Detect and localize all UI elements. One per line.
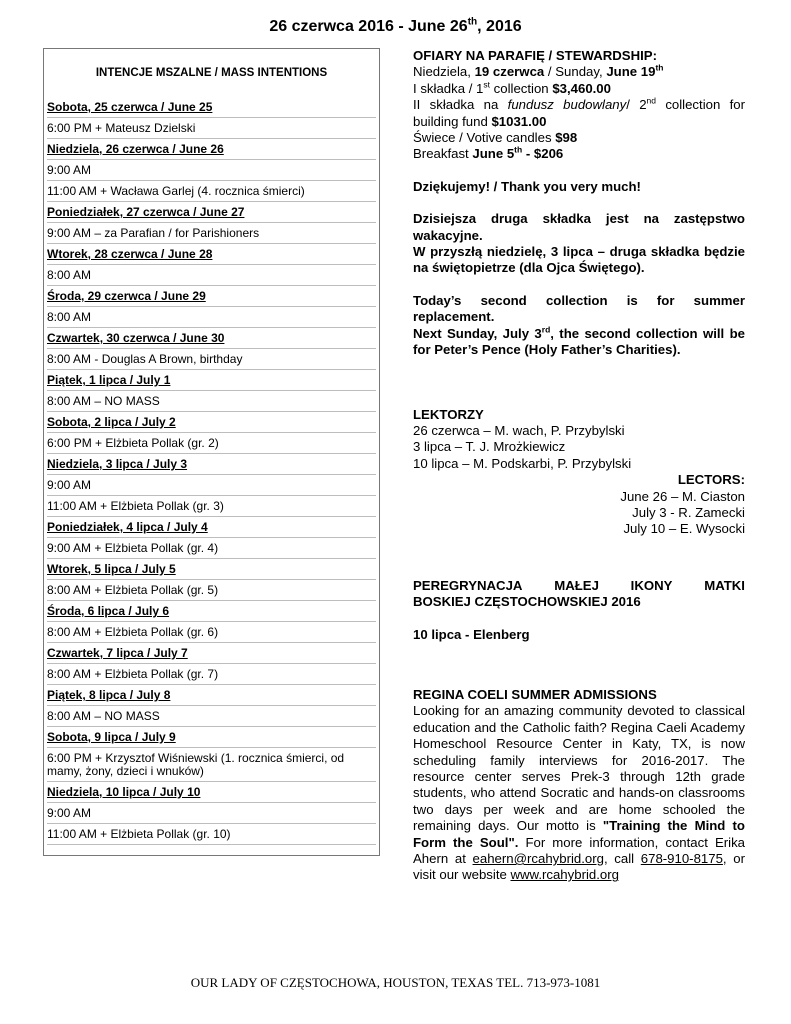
lektorzy-line: 26 czerwca – M. wach, P. Przybylski: [413, 422, 625, 438]
lectors-line: June 26 – M. Ciaston: [620, 488, 745, 504]
email-link[interactable]: eahern@rcahybrid.org: [472, 851, 604, 867]
mass-intentions-list: [47, 97, 376, 845]
mass-intention-entry: 11:00 AM + Wacława Garlej (4. rocznica śmierci): [47, 181, 376, 202]
mass-intention-entry: 8:00 AM: [47, 307, 376, 328]
mass-intention-entry: 9:00 AM: [47, 803, 376, 824]
mass-day-heading: Piątek, 8 lipca / July 8: [47, 685, 376, 706]
mass-intention-entry: 11:00 AM + Elżbieta Pollak (gr. 10): [47, 824, 376, 845]
lektorzy-heading: LEKTORZY: [413, 406, 484, 422]
mass-day-heading: Czwartek, 30 czerwca / June 30: [47, 328, 376, 349]
mass-day-heading: Piątek, 1 lipca / July 1: [47, 370, 376, 391]
ikona-date: 10 lipca - Elenberg: [413, 626, 530, 642]
candles-line: Świece / Votive candles $98: [413, 130, 578, 146]
mass-intention-entry: 8:00 AM + Elżbieta Pollak (gr. 6): [47, 622, 376, 643]
stewardship-heading: OFIARY NA PARAFIĘ / STEWARDSHIP:: [413, 48, 657, 63]
mass-day-heading: Środa, 29 czerwca / June 29: [47, 286, 376, 307]
collection-pl-next: W przyszłą niedzielę, 3 lipca – druga składka będzie na świętopietrze (dla Ojca Świętego).: [413, 244, 745, 276]
mass-intention-entry: 8:00 AM - Douglas A Brown, birthday: [47, 349, 376, 370]
first-collection-line: I składka / 1st collection $3,460.00: [413, 79, 611, 96]
mass-day-heading: Sobota, 25 czerwca / June 25: [47, 97, 376, 118]
website-link[interactable]: www.rcahybrid.org: [510, 867, 619, 883]
phone-link[interactable]: 678-910-8175: [640, 851, 723, 867]
mass-intention-entry: 11:00 AM + Elżbieta Pollak (gr. 3): [47, 496, 376, 517]
stewardship-date-line: Niedziela, 19 czerwca / Sunday, June 19th: [413, 63, 664, 80]
mass-intention-entry: 6:00 PM + Mateusz Dzielski: [47, 118, 376, 139]
mass-intention-entry: 8:00 AM + Elżbieta Pollak (gr. 7): [47, 664, 376, 685]
mass-intention-entry: 9:00 AM: [47, 160, 376, 181]
lectors-line: July 3 - R. Zamecki: [632, 504, 745, 520]
ikona-title-line2: BOSKIEJ CZĘSTOCHOWSKIEJ 2016: [413, 594, 641, 610]
building-fund-line: II składka na fundusz budowlany/ 2nd collection for building fund $1031.00: [413, 95, 745, 129]
mass-day-heading: Środa, 6 lipca / July 6: [47, 601, 376, 622]
mass-intention-entry: 6:00 PM + Krzysztof Wiśniewski (1. rocznica śmierci, od mamy, żony, dzieci i wnuków): [47, 748, 376, 782]
mass-intention-entry: 8:00 AM: [47, 265, 376, 286]
mass-day-heading: Sobota, 2 lipca / July 2: [47, 412, 376, 433]
mass-intention-entry: 9:00 AM: [47, 475, 376, 496]
mass-intention-entry: 8:00 AM + Elżbieta Pollak (gr. 5): [47, 580, 376, 601]
mass-day-heading: Niedziela, 3 lipca / July 3: [47, 454, 376, 475]
collection-pl-today: Dzisiejsza druga składka jest na zastępstwo wakacyjne.: [413, 211, 745, 243]
mass-day-heading: Poniedziałek, 27 czerwca / June 27: [47, 202, 376, 223]
page-footer: OUR LADY OF CZĘSTOCHOWA, HOUSTON, TEXAS TEL. 713-973-1081: [190, 975, 601, 990]
mass-day-heading: Wtorek, 5 lipca / July 5: [47, 559, 376, 580]
mass-day-heading: Sobota, 9 lipca / July 9: [47, 727, 376, 748]
lectors-line: July 10 – E. Wysocki: [623, 521, 745, 537]
mass-intention-entry: 8:00 AM – NO MASS: [47, 706, 376, 727]
ikona-title: PEREGRYNACJA MAŁEJ IKONY MATKI: [413, 577, 745, 593]
mass-intentions-heading: INTENCJE MSZALNE / MASS INTENTIONS: [95, 67, 328, 79]
mass-intention-entry: 8:00 AM – NO MASS: [47, 391, 376, 412]
page-title: 26 czerwca 2016 - June 26th, 2016: [269, 16, 522, 35]
mass-day-heading: Poniedziałek, 4 lipca / July 4: [47, 517, 376, 538]
right-column: [413, 48, 745, 884]
lektorzy-line: 10 lipca – M. Podskarbi, P. Przybylski: [413, 455, 632, 471]
regina-heading: REGINA COELI SUMMER ADMISSIONS: [413, 686, 657, 702]
mass-intentions-box: [43, 48, 380, 856]
thanks-text: Dziękujemy! / Thank you very much!: [413, 178, 641, 194]
mass-intention-entry: 9:00 AM + Elżbieta Pollak (gr. 4): [47, 538, 376, 559]
lectors-heading: LECTORS:: [677, 472, 745, 488]
mass-intention-entry: 9:00 AM – za Parafian / for Parishioners: [47, 223, 376, 244]
breakfast-line: Breakfast June 5th - $206: [413, 145, 564, 162]
collection-en-today: Today’s second collection is for summer replacement.: [413, 292, 745, 325]
mass-day-heading: Niedziela, 26 czerwca / June 26: [47, 139, 376, 160]
mass-day-heading: Wtorek, 28 czerwca / June 28: [47, 244, 376, 265]
mass-day-heading: Niedziela, 10 lipca / July 10: [47, 782, 376, 803]
mass-intention-entry: 6:00 PM + Elżbieta Pollak (gr. 2): [47, 433, 376, 454]
lektorzy-line: 3 lipca – T. J. Mrożkiewicz: [413, 439, 566, 455]
mass-day-heading: Czwartek, 7 lipca / July 7: [47, 643, 376, 664]
collection-en-next: Next Sunday, July 3rd, the second collection will be for Peter’s Pence (Holy Father’s Charities).: [413, 324, 745, 358]
regina-body: Looking for an amazing community devoted to classical education and the Catholic faith? Regina Caeli Academy Homeschool Resource Center in Katy, TX, is now scheduling family interviews for 2016-2017. The resource center serves Prek-3 through 12th grade students, who attend Socratic and hands-on classrooms two days per week and are home schooled the remaining days. Our motto is "Training the Mind to Form the Soul". For more information, contact Erika Ahern at eahern@rcahybrid.org, call 678-910-8175, or visit our website www.rcahybrid.org: [413, 703, 745, 883]
